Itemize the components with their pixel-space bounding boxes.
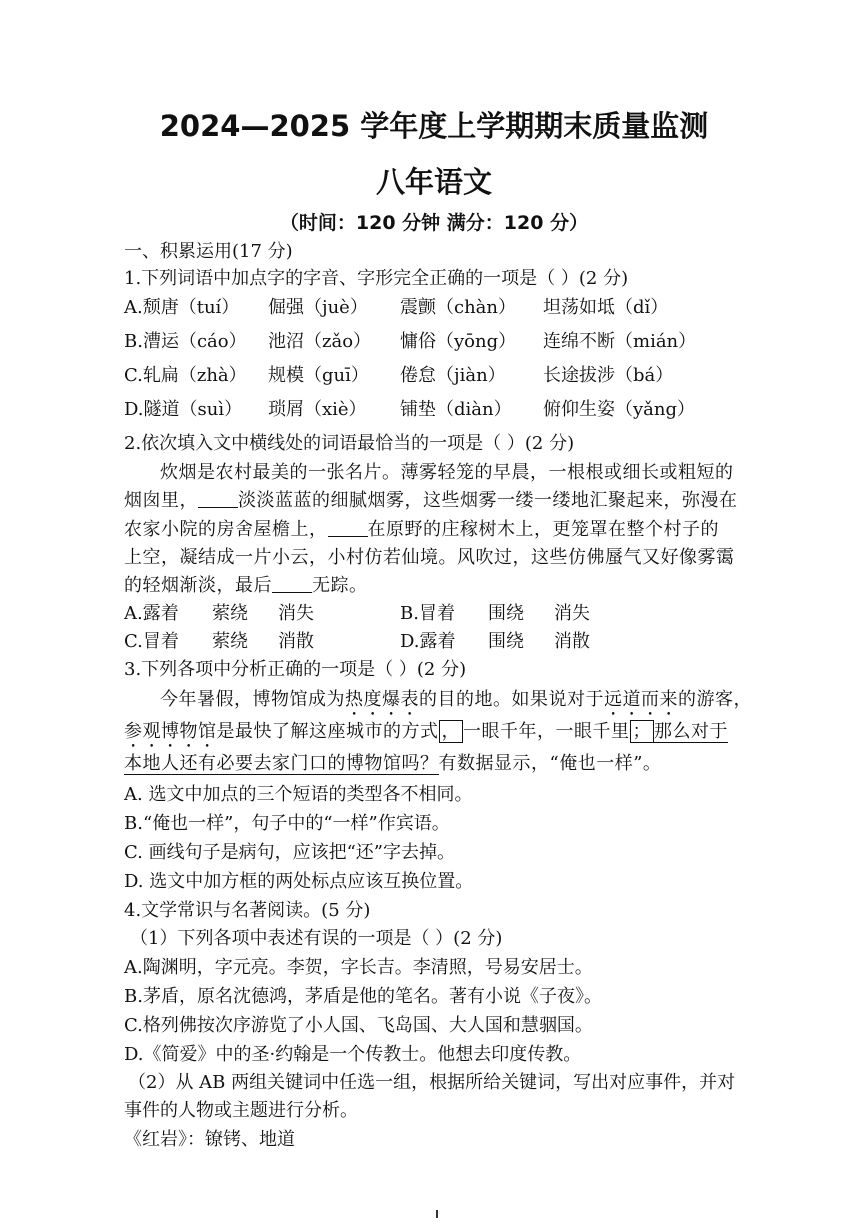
q2-passage-line: 烟囱里， 淡淡蓝蓝的细腻烟雾，这些烟雾一缕一缕地汇聚起来，弥漫在 — [124, 490, 738, 511]
q3-passage-line: 参观博物馆是最快了解这座城市的方式 ， 一眼千年，一眼千里 ； 那么对于 — [124, 721, 728, 742]
q1-option: 铺垫（diàn） — [400, 399, 512, 420]
q3-option: D. 选文中加方框的两处标点应该互换位置。 — [124, 871, 474, 892]
q1-option: 池沼（zǎo） — [268, 331, 372, 352]
q2-option: 消失 — [278, 603, 314, 624]
q3-passage-line: 本地人还有必要去家门口的博物馆吗？有数据显示，“俺也一样”。 — [124, 753, 662, 774]
q4-sub-question-1: （1）下列各项中表述有误的一项是（ ）(2 分) — [130, 928, 503, 949]
question-4-stem: 4.文学常识与名著阅读。(5 分) — [124, 900, 371, 921]
q1-option: 俯仰生姿（yǎng） — [543, 399, 696, 420]
q4-option: B.茅盾，原名沈德鸿，茅盾是他的笔名。著有小说《子夜》。 — [124, 986, 602, 1007]
q1-option: 坦荡如坻（dǐ） — [543, 297, 669, 318]
q4-book-keywords: 《红岩》：镣铐、地道 — [124, 1129, 295, 1150]
q3-option: A. 选文中加点的三个短语的类型各不相同。 — [124, 784, 473, 805]
dotted-phrase: 热度爆表 — [345, 689, 419, 710]
q2-passage-line: 农家小院的房舍屋檐上， 在原野的庄稼树木上，更笼罩在整个村子的 — [124, 519, 719, 540]
q1-option: C.轧扁（zhà） — [124, 365, 247, 386]
q4-sub-question-2: （2）从 AB 两组关键词中任选一组，根据所给关键词，写出对应事件，并对 — [128, 1072, 736, 1093]
exam-meta: （时间：120 分钟 满分：120 分） — [279, 212, 589, 234]
q2-option: B.冒着 — [400, 603, 455, 624]
q2-option: 围绕 — [488, 603, 524, 624]
q1-option: 倦怠（jiàn） — [400, 365, 506, 386]
section-heading: 一、积累运用(17 分) — [124, 241, 293, 262]
question-3-stem: 3.下列各项中分析正确的一项是（ ）(2 分) — [124, 659, 467, 680]
scan-mark — [436, 1210, 438, 1218]
q1-option: 连绵不断（mián） — [543, 331, 697, 352]
q1-option: A.颓唐（tuí） — [124, 297, 240, 318]
q1-option: 长途拔涉（bá） — [543, 365, 674, 386]
question-1-stem: 1.下列词语中加点字的字音、字形完全正确的一项是（ ）(2 分) — [124, 268, 629, 289]
boxed-punctuation: ； — [630, 720, 655, 743]
q2-option: 围绕 — [488, 631, 524, 652]
q1-option: 震颤（chàn） — [400, 297, 516, 318]
q1-option: D.隧道（suì） — [124, 399, 243, 420]
fill-blank[interactable] — [272, 574, 312, 593]
fill-blank[interactable] — [328, 518, 368, 537]
q3-option: C. 画线句子是病句，应该把“还”字去掉。 — [124, 842, 455, 863]
q1-option: 慵俗（yōng） — [400, 331, 517, 352]
q2-option: 消失 — [554, 603, 590, 624]
q4-sub-question-2-cont: 事件的人物或主题进行分析。 — [124, 1100, 358, 1121]
q4-option: A.陶渊明，字元亮。李贺，字长吉。李清照，号易安居士。 — [124, 957, 593, 978]
q2-option: A.露着 — [124, 603, 179, 624]
q3-passage-line: 今年暑假，博物馆成为热度爆表的目的地。如果说对于远道而来的游客， — [160, 689, 752, 710]
q2-option: 消散 — [278, 631, 314, 652]
dotted-phrase: 远道而来 — [604, 689, 678, 710]
q1-option: 琐屑（xiè） — [268, 399, 367, 420]
fill-blank[interactable] — [198, 489, 238, 508]
question-2-stem: 2.依次填入文中横线处的词语最恰当的一项是（ ）(2 分) — [124, 433, 575, 454]
q2-passage-line: 上空，凝结成一片小云，小村仿若仙境。风吹过，这些仿佛蜃气又好像雾霭 — [124, 547, 735, 568]
q2-option: C.冒着 — [124, 631, 179, 652]
q2-option: 萦绕 — [212, 631, 248, 652]
q4-option: C.格列佛按次序游览了小人国、飞岛国、大人国和慧骃国。 — [124, 1015, 593, 1036]
q1-option: B.漕运（cáo） — [124, 331, 247, 352]
underlined-sentence: 本地人还有必要去家门口的博物馆吗？ — [124, 753, 439, 774]
boxed-punctuation: ， — [439, 720, 464, 743]
q1-option: 规模（guī） — [268, 365, 369, 386]
dotted-phrase: 参观博物馆 — [124, 721, 217, 742]
q1-option: 倔强（juè） — [268, 297, 368, 318]
underlined-sentence: 那么对于 — [654, 721, 728, 742]
exam-subject: 八年语文 — [375, 165, 492, 199]
q2-option: 萦绕 — [212, 603, 248, 624]
exam-title: 2024—2025 学年度上学期期末质量监测 — [159, 109, 709, 143]
q4-option: D.《简爱》中的圣·约翰是一个传教士。他想去印度传教。 — [124, 1044, 582, 1065]
q2-passage-line: 的轻烟渐淡，最后 无踪。 — [124, 575, 368, 596]
q3-option: B.“俺也一样”，句子中的“一样”作宾语。 — [124, 813, 450, 834]
q2-option: D.露着 — [400, 631, 456, 652]
q2-option: 消散 — [554, 631, 590, 652]
q2-passage-line: 炊烟是农村最美的一张名片。薄雾轻笼的早晨，一根根或细长或粗短的 — [160, 462, 734, 483]
